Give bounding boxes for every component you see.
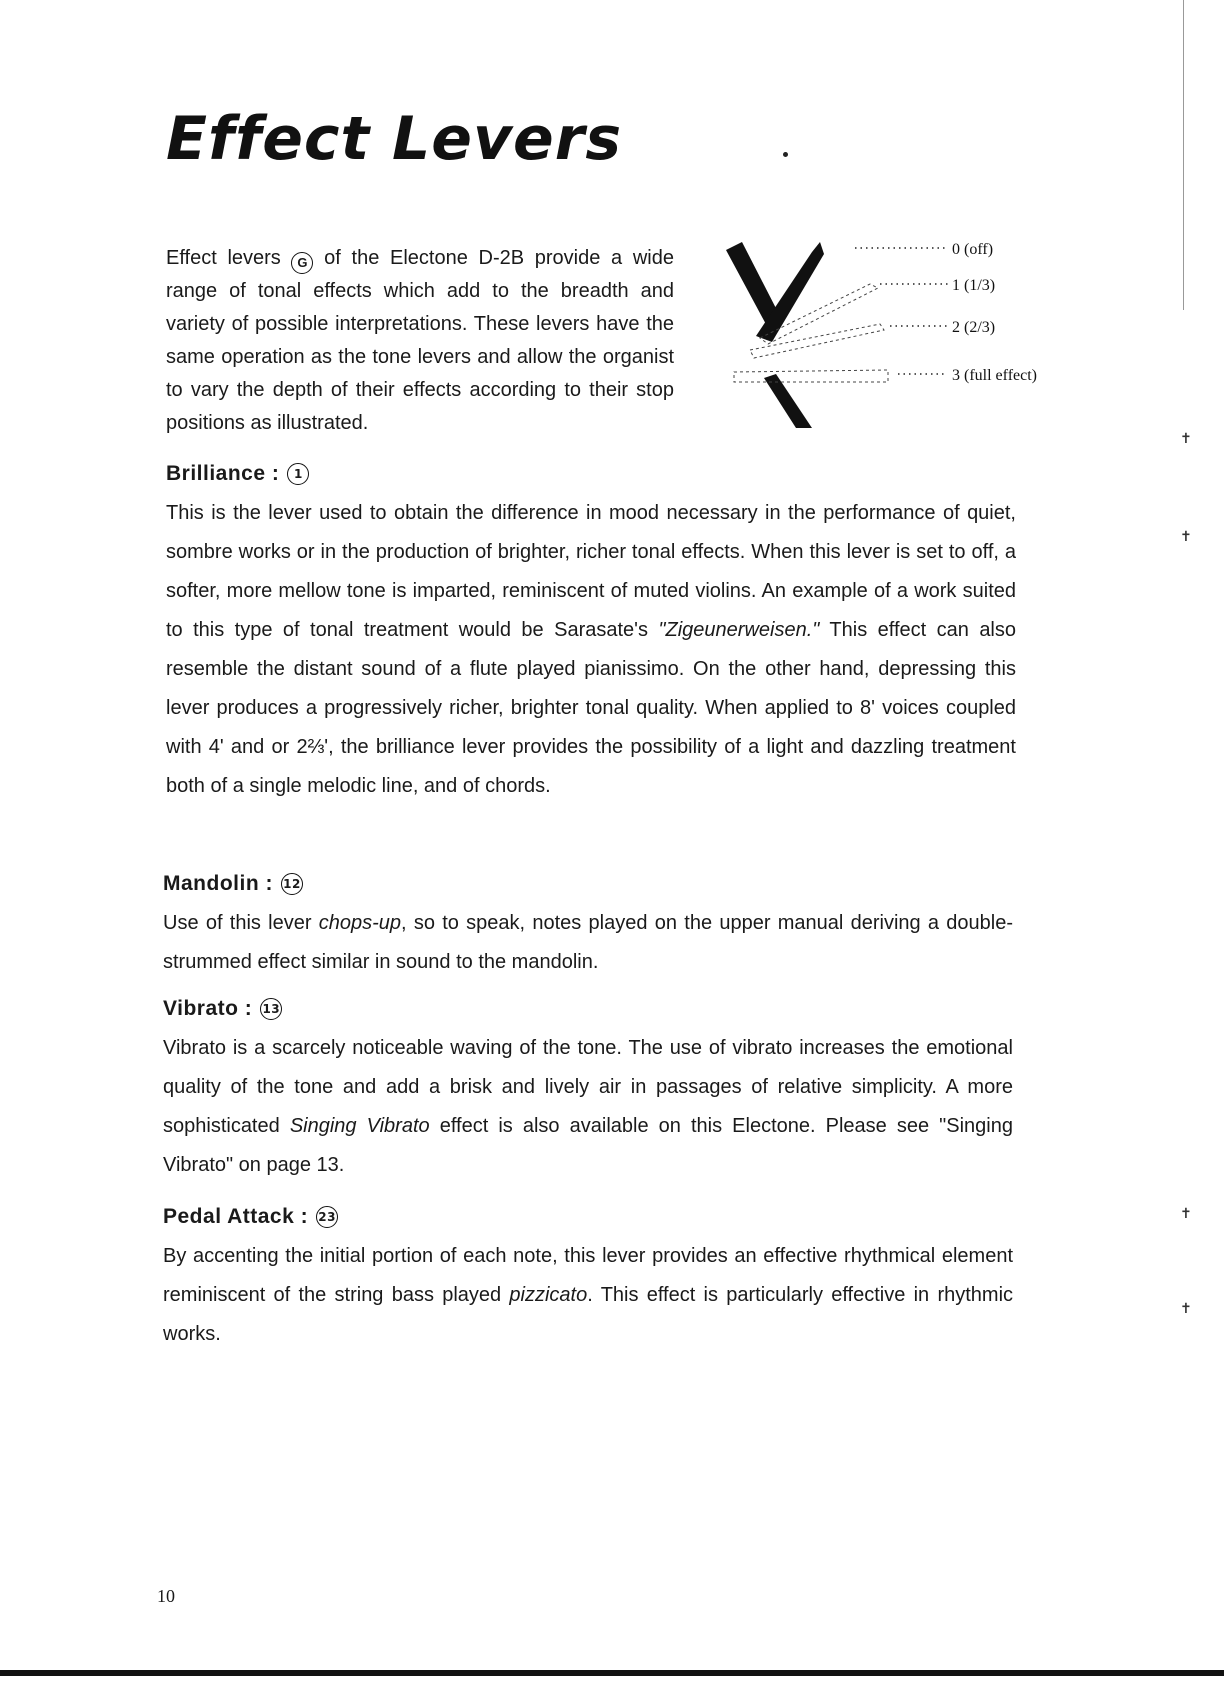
- heading-text: Brilliance :: [166, 462, 280, 485]
- body-text: Use of this lever: [163, 912, 319, 934]
- body-text: , so to speak, notes played on the upper manual deriving a double-strummed effect similar in sound to the mandolin.: [163, 912, 1013, 973]
- lever-number-badge: 13: [260, 998, 282, 1020]
- section-body: [163, 1029, 1013, 1185]
- position-label-0: 0 (off): [952, 241, 994, 258]
- section-pedal-attack: [163, 1205, 1013, 1354]
- margin-mark: ✝: [1180, 1300, 1192, 1316]
- section-body: [163, 904, 1013, 982]
- heading-text: Vibrato :: [163, 997, 253, 1020]
- section-body: [163, 1237, 1013, 1354]
- lever-positions-diagram: [720, 232, 1080, 432]
- lever-position-3-outline: [734, 370, 888, 382]
- lever-number-badge: 12: [281, 873, 303, 895]
- body-italic: Singing Vibrato: [289, 1115, 430, 1137]
- section-mandolin: [163, 872, 1013, 982]
- heading-text: Pedal Attack :: [163, 1205, 309, 1228]
- section-heading: [163, 872, 1013, 896]
- body-italic: chops-up: [318, 912, 402, 934]
- body-italic: pizzicato: [509, 1284, 588, 1306]
- section-vibrato: [163, 997, 1013, 1185]
- section-heading: [163, 997, 1013, 1021]
- section-body: [166, 494, 1016, 806]
- stray-dot: [783, 152, 788, 157]
- body-text: By accenting the initial portion of each note, this lever provides an effective rhythmical element reminiscent of the string bass played: [163, 1245, 1013, 1306]
- intro-text-start: Effect levers: [166, 247, 292, 269]
- heading-text: Mandolin :: [163, 872, 273, 895]
- section-heading: [166, 462, 1016, 486]
- section-heading: [163, 1205, 1013, 1229]
- lever-marker-badge: G: [291, 252, 313, 274]
- section-brilliance: [166, 462, 1016, 806]
- intro-paragraph: [166, 242, 674, 440]
- position-label-3: 3 (full effect): [952, 367, 1037, 384]
- page-title: Effect Levers: [166, 104, 623, 174]
- body-text: . This effect is particularly effective in rhythmic works.: [163, 1284, 1014, 1345]
- position-label-2: 2 (2/3): [952, 319, 996, 336]
- margin-mark: ✝: [1180, 1205, 1192, 1221]
- body-text: This effect can also resemble the distant sound of a flute played pianissimo. On the other hand, depressing this lever produces a progressively richer, brighter tonal quality. When applied to 8' voices coupled with 4' and or 2⅔', the brilliance lever provides the possibility of a light and dazzling treatment both of a single melodic line, and of chords.: [166, 619, 1017, 797]
- margin-rule: [1183, 0, 1184, 310]
- lever-number-badge: 23: [316, 1206, 338, 1228]
- body-text: effect is also available on this Electone. Please see "Singing Vibrato" on page 13.: [163, 1115, 1013, 1176]
- margin-mark: ✝: [1180, 528, 1192, 544]
- page-number: 10: [157, 1586, 175, 1606]
- intro-text-rest: of the Electone D-2B provide a wide range of tonal effects which add to the breadth and variety of possible interpretations. These levers have the same operation as the tone levers and allow the organist to vary the depth of their effects according to their stop positions as illustrated.: [166, 247, 674, 434]
- body-text: Vibrato is a scarcely noticeable waving of the tone. The use of vibrato increases the emotional quality of the tone and add a brisk and lively air in passages of relative simplicity. A more sophisticated: [163, 1037, 1013, 1137]
- lever-number-badge: 1: [287, 463, 309, 485]
- position-label-1: 1 (1/3): [952, 277, 996, 294]
- body-text: This is the lever used to obtain the difference in mood necessary in the performance of quiet, sombre works or in the production of brighter, richer tonal effects. When this lever is set to off, a softer, more mellow tone is imparted, reminiscent of muted violins. An example of a work suited to this type of tonal treatment would be Sarasate's: [166, 502, 1016, 641]
- body-italic: "Zigeunerweisen.": [658, 619, 820, 641]
- bottom-rule: [0, 1670, 1224, 1676]
- margin-mark: ✝: [1180, 430, 1192, 446]
